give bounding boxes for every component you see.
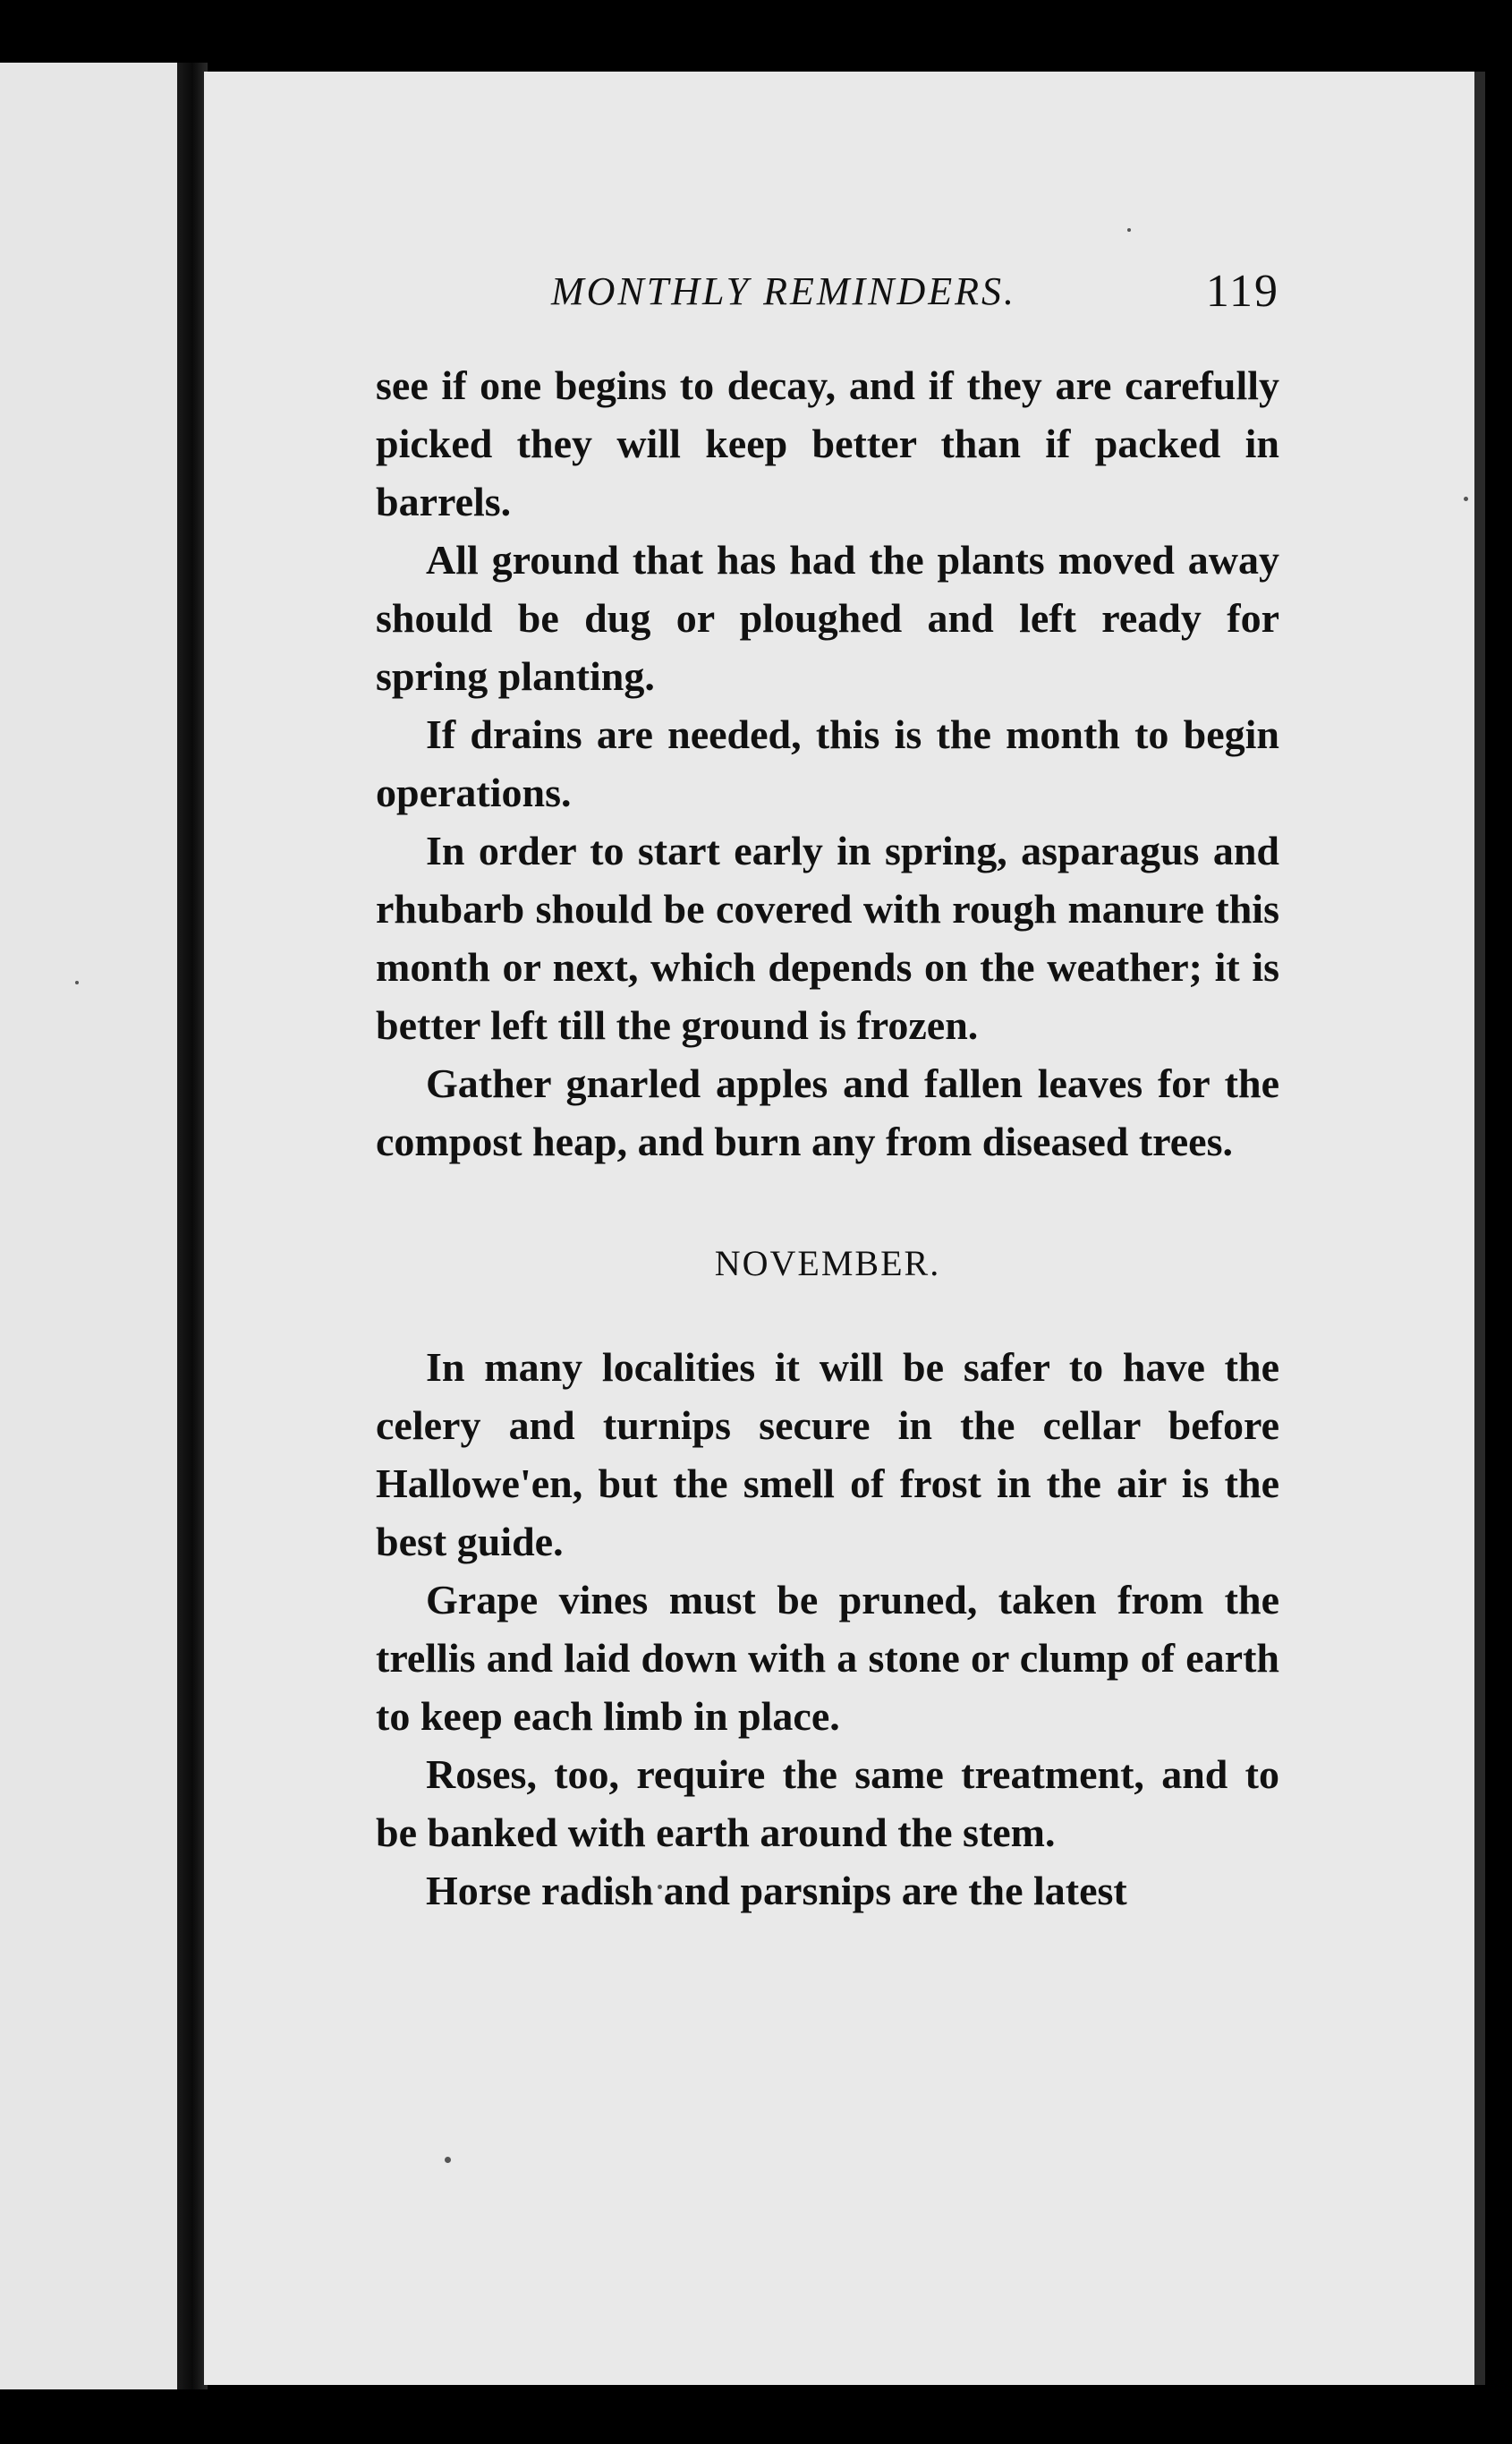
book-gutter (177, 63, 208, 2389)
paragraph: see if one begins to decay, and if they are carefully picked they will keep better than if packed in barrels. (376, 362, 1279, 524)
paragraph: If drains are needed, this is the month to begin operations. (376, 711, 1279, 815)
paragraph: In order to start early in spring, asparagus and rhubarb should be covered with rough manure this month or next, which depends on the weather; it is better left till the ground is frozen. (376, 828, 1279, 1048)
paragraph: In many localities it will be safer to have the celery and turnips secure in the cellar before Hallowe'en, but the smell of frost in the air is the best guide. (376, 1344, 1279, 1564)
paragraph: Gather gnarled apples and fallen leaves for the compost heap, and burn any from diseased trees. (376, 1060, 1279, 1164)
facing-page-edge (0, 63, 188, 2389)
paragraph: All ground that has had the plants moved away should be dug or ploughed and left ready for spring planting. (376, 537, 1279, 699)
scan-speck (445, 2157, 451, 2163)
section-heading: NOVEMBER. (714, 1243, 941, 1283)
paragraph: Horse radish and parsnips are the latest (426, 1868, 1127, 1913)
scan-speck (75, 981, 79, 984)
page-right-edge (1474, 72, 1485, 2385)
page-text (376, 268, 1279, 1920)
running-head (376, 268, 1279, 331)
running-title: MONTHLY REMINDERS. (551, 269, 1017, 313)
page-number: 119 (1205, 266, 1279, 317)
scan-speck (1127, 228, 1131, 232)
november-paragraphs (376, 1338, 1279, 1920)
paragraph: Roses, too, require the same treatment, and to be banked with earth around the stem. (376, 1751, 1279, 1855)
scan-speck (1464, 497, 1468, 501)
october-paragraphs (376, 356, 1279, 1171)
paragraph: Grape vines must be pruned, taken from the trellis and laid down with a stone or clump of earth to keep each limb in place. (376, 1577, 1279, 1739)
